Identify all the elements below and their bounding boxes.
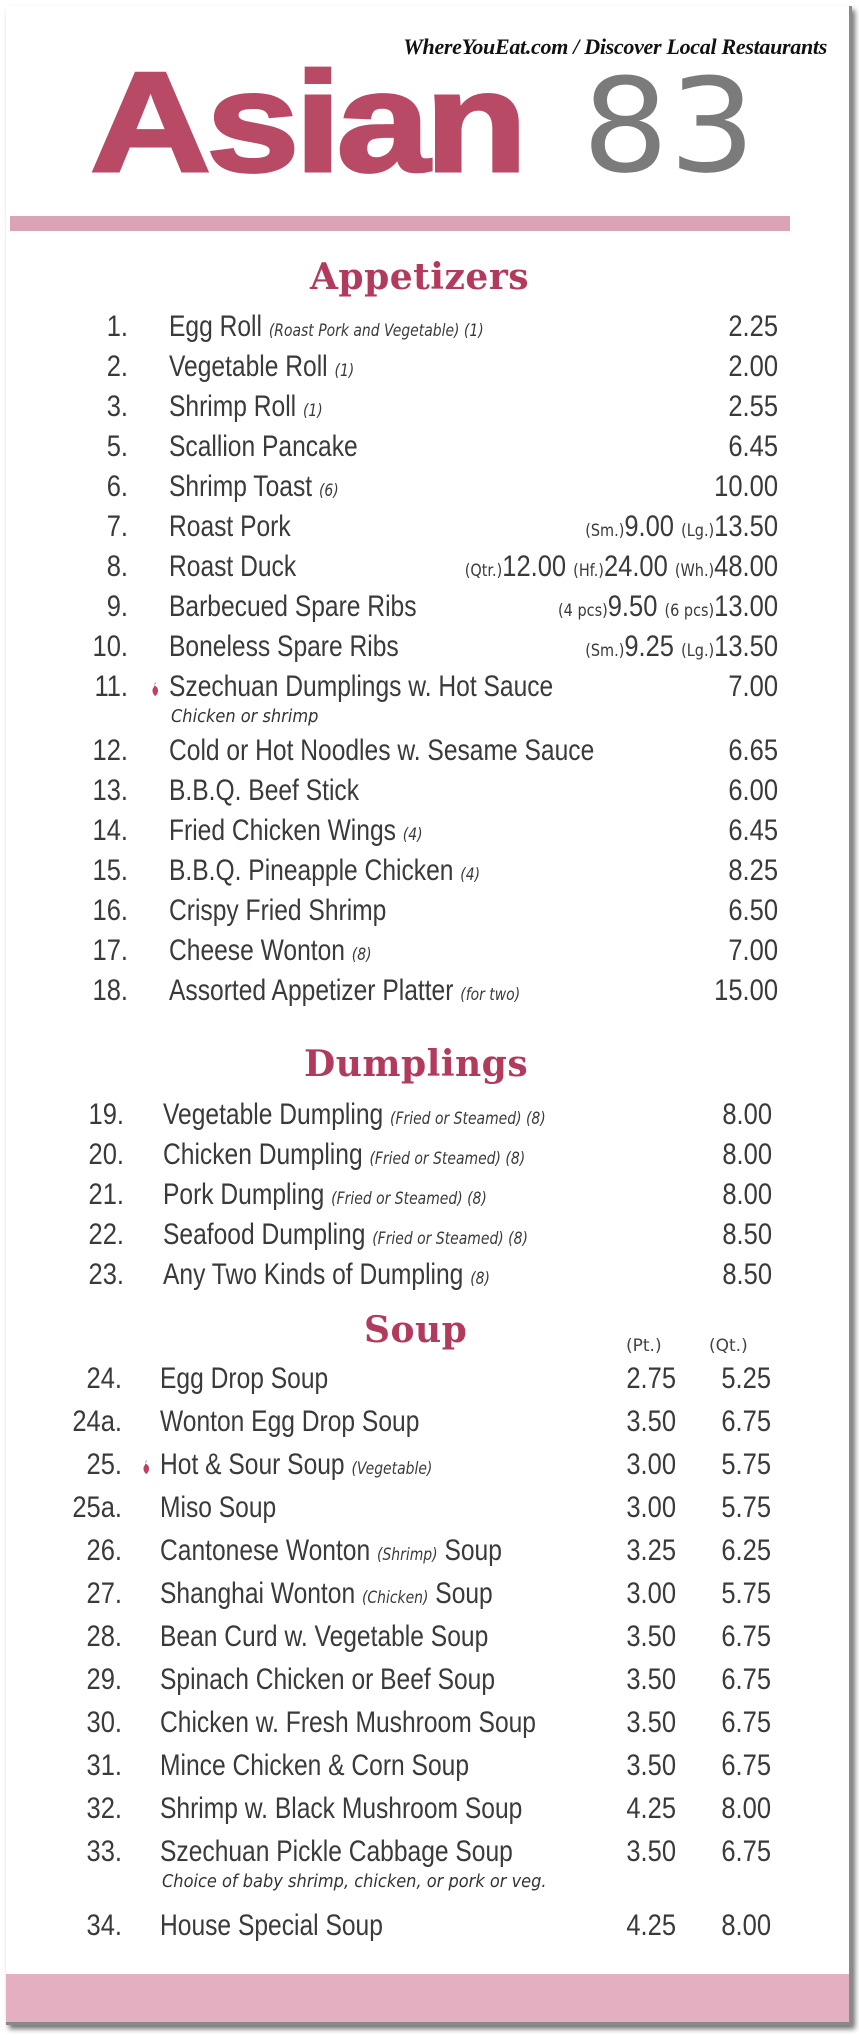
menu-item — [6, 774, 849, 814]
item-price: 6.50 — [728, 894, 778, 927]
item-name — [163, 1258, 490, 1292]
item-name — [169, 974, 520, 1008]
menu-item — [6, 814, 849, 854]
item-number: 5. — [106, 430, 128, 463]
menu-item — [6, 854, 849, 894]
item-name — [169, 550, 296, 584]
price-quart: 6.75 — [721, 1405, 771, 1438]
item-name-text: Miso Soup — [160, 1491, 277, 1524]
item-number: 26. — [86, 1534, 122, 1567]
item-name-text: Vegetable Roll — [169, 350, 328, 383]
menu-item — [6, 550, 849, 590]
menu-item — [6, 1178, 849, 1218]
price-quart: 6.75 — [721, 1749, 771, 1782]
item-name-text: Szechuan Pickle Cabbage Soup — [160, 1835, 513, 1868]
item-name — [160, 1835, 513, 1869]
item-name-text: Crispy Fried Shrimp — [169, 894, 387, 927]
item-name — [160, 1706, 536, 1740]
item-note: (8) — [351, 945, 372, 965]
item-price: 2.25 — [728, 310, 778, 343]
menu-item — [6, 390, 849, 430]
item-prices — [336, 630, 778, 664]
menu-item — [6, 430, 849, 470]
item-number: 19. — [88, 1098, 124, 1131]
price-quart: 5.25 — [721, 1362, 771, 1395]
menu-item — [6, 1218, 849, 1258]
item-number: 18. — [92, 974, 128, 1007]
item-price: 8.00 — [722, 1178, 772, 1211]
logo-number: 83 — [582, 50, 756, 202]
item-name-text: Shrimp w. Black Mushroom Soup — [160, 1792, 523, 1825]
price-quart: 6.25 — [721, 1534, 771, 1567]
item-note: (for two) — [460, 985, 521, 1005]
size-label: (6 pcs) — [664, 601, 715, 621]
price-quart: 8.00 — [721, 1792, 771, 1825]
item-name — [160, 1534, 502, 1568]
menu-page — [6, 6, 852, 2025]
menu-item — [6, 1405, 849, 1445]
item-subtext: Choice of baby shrimp, chicken, or pork or veg. — [162, 1871, 547, 1892]
item-number: 28. — [86, 1620, 122, 1653]
menu-item — [6, 894, 849, 934]
menu-item — [6, 1258, 849, 1298]
item-name — [169, 390, 323, 424]
section-title-dumplings: Dumplings — [304, 1043, 529, 1085]
menu-item — [6, 1577, 849, 1617]
item-price: 6.45 — [728, 814, 778, 847]
item-number: 22. — [88, 1218, 124, 1251]
item-number: 25a. — [72, 1491, 122, 1524]
menu-item — [6, 310, 849, 350]
item-name — [163, 1178, 487, 1212]
item-name — [169, 814, 423, 848]
size-price: 13.50 — [714, 630, 778, 663]
price-pint: 3.25 — [626, 1534, 676, 1567]
item-number: 16. — [92, 894, 128, 927]
item-name — [163, 1218, 528, 1252]
item-name — [163, 1138, 525, 1172]
item-number: 13. — [92, 774, 128, 807]
item-name-text: B.B.Q. Pineapple Chicken — [169, 854, 454, 887]
item-name-text: Szechuan Dumplings w. Hot Sauce — [169, 670, 554, 703]
item-name — [160, 1909, 383, 1943]
item-name — [160, 1749, 469, 1783]
size-price: 12.00 — [502, 550, 567, 583]
price-pint: 3.50 — [626, 1749, 676, 1782]
item-name-text: Assorted Appetizer Platter — [169, 974, 454, 1007]
item-number: 30. — [86, 1706, 122, 1739]
item-number: 34. — [86, 1909, 122, 1942]
price-pint: 3.00 — [626, 1448, 676, 1481]
price-pint: 3.50 — [626, 1620, 676, 1653]
column-header-quart: (Qt.) — [709, 1336, 748, 1356]
item-number: 24. — [86, 1362, 122, 1395]
item-name-text: Roast Pork — [169, 510, 291, 543]
item-number: 23. — [88, 1258, 124, 1291]
item-number: 6. — [106, 470, 128, 503]
item-name — [160, 1448, 432, 1482]
price-pint: 2.75 — [626, 1362, 676, 1395]
menu-item — [6, 934, 849, 974]
logo-word: Asian — [90, 43, 523, 202]
item-price: 10.00 — [714, 470, 778, 503]
menu-item — [6, 1749, 849, 1789]
item-number: 20. — [88, 1138, 124, 1171]
item-number: 15. — [92, 854, 128, 887]
header-divider — [10, 216, 790, 231]
menu-item — [6, 1534, 849, 1574]
menu-item — [6, 1706, 849, 1746]
item-name-text: Pork Dumpling — [163, 1178, 325, 1211]
item-note: (Fried or Steamed) (8) — [372, 1229, 528, 1249]
item-name-text: Cantonese Wonton — [160, 1534, 371, 1567]
item-name-suffix: Soup — [435, 1577, 493, 1610]
item-name-text: Boneless Spare Ribs — [169, 630, 399, 663]
item-name — [169, 670, 553, 704]
item-number: 21. — [88, 1178, 124, 1211]
item-price: 8.00 — [722, 1098, 772, 1131]
price-quart: 6.75 — [721, 1620, 771, 1653]
menu-item — [6, 974, 849, 1014]
item-name-text: Roast Duck — [169, 550, 297, 583]
item-name-text: Shrimp Toast — [169, 470, 313, 503]
item-number: 2. — [106, 350, 128, 383]
size-price: 13.50 — [714, 510, 778, 543]
size-price: 9.50 — [607, 590, 658, 623]
price-quart: 5.75 — [721, 1448, 771, 1481]
menu-item — [6, 1138, 849, 1178]
item-name — [169, 894, 386, 928]
price-pint: 3.50 — [626, 1835, 676, 1868]
item-number: 12. — [92, 734, 128, 767]
item-name — [160, 1405, 419, 1439]
item-name — [160, 1792, 522, 1826]
item-name-text: B.B.Q. Beef Stick — [169, 774, 360, 807]
menu-item — [6, 1491, 849, 1531]
item-price: 7.00 — [728, 934, 778, 967]
item-number: 9. — [106, 590, 128, 623]
hot-pepper-icon — [142, 1460, 150, 1474]
item-name-text: Any Two Kinds of Dumpling — [163, 1258, 464, 1291]
item-prices — [336, 550, 778, 584]
item-note: (8) — [470, 1269, 490, 1289]
item-number: 32. — [86, 1792, 122, 1825]
price-pint: 3.00 — [626, 1577, 676, 1610]
menu-item — [6, 630, 849, 670]
item-name — [160, 1620, 488, 1654]
item-name-text: Fried Chicken Wings — [169, 814, 396, 847]
item-number: 8. — [106, 550, 128, 583]
item-name-text: Egg Drop Soup — [160, 1362, 329, 1395]
item-number: 27. — [86, 1577, 122, 1610]
item-name — [169, 734, 594, 768]
item-name-suffix: Soup — [444, 1534, 502, 1567]
item-name — [169, 430, 358, 464]
item-name-text: Hot & Sour Soup — [160, 1448, 345, 1481]
size-label: (4 pcs) — [558, 601, 608, 621]
price-pint: 3.00 — [626, 1491, 676, 1524]
item-subtext: Chicken or shrimp — [171, 706, 319, 727]
menu-item — [6, 670, 849, 727]
item-note: (4) — [460, 865, 481, 885]
item-note: (Fried or Steamed) (8) — [369, 1149, 526, 1169]
price-pint: 3.50 — [626, 1706, 676, 1739]
item-number: 25. — [86, 1448, 122, 1481]
item-name-text: Barbecued Spare Ribs — [169, 590, 417, 623]
item-name — [169, 774, 359, 808]
footer-bar — [6, 1974, 849, 2022]
size-label: (Lg.) — [681, 521, 715, 541]
item-note: (1) — [334, 361, 355, 381]
item-name — [169, 350, 354, 384]
size-label: (Qtr.) — [464, 561, 503, 581]
item-price: 8.50 — [722, 1258, 772, 1291]
size-price: 13.00 — [714, 590, 778, 623]
section-title-soup: Soup — [364, 1309, 468, 1351]
item-name-text: Scallion Pancake — [169, 430, 358, 463]
item-number: 33. — [86, 1835, 122, 1868]
item-price: 15.00 — [714, 974, 778, 1007]
size-label: (Hf.) — [573, 561, 604, 581]
menu-item — [6, 1362, 849, 1402]
size-price: 9.25 — [624, 630, 674, 663]
item-name-text: Mince Chicken & Corn Soup — [160, 1749, 470, 1782]
menu-item — [6, 734, 849, 774]
column-header-pint: (Pt.) — [626, 1336, 662, 1356]
menu-item — [6, 1663, 849, 1703]
item-prices — [336, 510, 778, 544]
price-pint: 4.25 — [626, 1792, 676, 1825]
menu-item — [6, 1620, 849, 1660]
price-quart: 6.75 — [721, 1663, 771, 1696]
item-name-text: Seafood Dumpling — [163, 1218, 366, 1251]
item-prices — [336, 590, 778, 624]
item-name-text: Bean Curd w. Vegetable Soup — [160, 1620, 489, 1653]
item-note: (Vegetable) — [351, 1459, 433, 1479]
item-name-text: Spinach Chicken or Beef Soup — [160, 1663, 496, 1696]
item-name — [160, 1663, 495, 1697]
item-name — [160, 1491, 276, 1525]
item-name-text: Chicken w. Fresh Mushroom Soup — [160, 1706, 536, 1739]
menu-item — [6, 590, 849, 630]
item-name — [169, 510, 291, 544]
item-name — [163, 1098, 546, 1132]
size-price: 24.00 — [603, 550, 668, 583]
item-name — [169, 470, 339, 504]
item-name-text: Vegetable Dumpling — [163, 1098, 384, 1131]
item-price: 7.00 — [728, 670, 778, 703]
menu-item — [6, 470, 849, 510]
item-number: 10. — [92, 630, 128, 663]
price-quart: 5.75 — [721, 1577, 771, 1610]
price-pint: 3.50 — [626, 1405, 676, 1438]
item-name-text: Cold or Hot Noodles w. Sesame Sauce — [169, 734, 595, 767]
item-name-text: Shrimp Roll — [169, 390, 297, 423]
menu-item — [6, 1835, 849, 1892]
price-pint: 4.25 — [626, 1909, 676, 1942]
item-name-text: Cheese Wonton — [169, 934, 345, 967]
menu-item — [6, 1792, 849, 1832]
item-price: 6.45 — [728, 430, 778, 463]
item-name-text: Egg Roll — [169, 310, 262, 343]
item-note: (1) — [302, 401, 323, 421]
item-number: 24a. — [72, 1405, 122, 1438]
price-quart: 8.00 — [721, 1909, 771, 1942]
item-number: 17. — [92, 934, 128, 967]
item-note: (Shrimp) — [377, 1545, 438, 1565]
item-number: 31. — [86, 1749, 122, 1782]
item-note: (Fried or Steamed) (8) — [390, 1109, 546, 1129]
size-label: (Wh.) — [674, 561, 715, 581]
menu-item — [6, 1448, 849, 1488]
item-number: 29. — [86, 1663, 122, 1696]
item-name-text: Shanghai Wonton — [160, 1577, 356, 1610]
item-price: 2.00 — [728, 350, 778, 383]
item-name — [160, 1577, 493, 1611]
item-name — [169, 310, 484, 344]
watermark: WhereYouEat.com / Discover Local Restaurants — [403, 34, 827, 59]
item-name-text: House Special Soup — [160, 1909, 383, 1942]
price-pint: 3.50 — [626, 1663, 676, 1696]
menu-item — [6, 1909, 849, 1949]
item-note: (4) — [402, 825, 423, 845]
item-note: (6) — [318, 481, 339, 501]
item-number: 7. — [106, 510, 128, 543]
size-price: 48.00 — [714, 550, 778, 583]
item-price: 6.65 — [728, 734, 778, 767]
item-price: 8.50 — [722, 1218, 772, 1251]
size-price: 9.00 — [624, 510, 674, 543]
menu-item — [6, 510, 849, 550]
size-label: (Lg.) — [681, 641, 715, 661]
item-number: 1. — [106, 310, 128, 343]
item-name — [160, 1362, 328, 1396]
size-label: (Sm.) — [585, 521, 625, 541]
item-price: 2.55 — [728, 390, 778, 423]
hot-pepper-icon — [151, 682, 159, 696]
price-quart: 6.75 — [721, 1835, 771, 1868]
item-name-text: Wonton Egg Drop Soup — [160, 1405, 420, 1438]
item-note: (Fried or Steamed) (8) — [331, 1189, 487, 1209]
item-number: 14. — [92, 814, 128, 847]
section-title-appetizers: Appetizers — [310, 256, 530, 298]
item-note: (Roast Pork and Vegetable) (1) — [268, 321, 484, 341]
item-price: 6.00 — [728, 774, 778, 807]
price-quart: 5.75 — [721, 1491, 771, 1524]
item-name — [169, 934, 372, 968]
item-number: 11. — [94, 670, 128, 703]
menu-item — [6, 1098, 849, 1138]
item-number: 3. — [106, 390, 128, 423]
price-quart: 6.75 — [721, 1706, 771, 1739]
item-price: 8.25 — [728, 854, 778, 887]
menu-item — [6, 350, 849, 390]
item-price: 8.00 — [722, 1138, 772, 1171]
size-label: (Sm.) — [585, 641, 625, 661]
item-note: (Chicken) — [361, 1588, 429, 1608]
item-name-text: Chicken Dumpling — [163, 1138, 363, 1171]
item-name — [169, 854, 480, 888]
